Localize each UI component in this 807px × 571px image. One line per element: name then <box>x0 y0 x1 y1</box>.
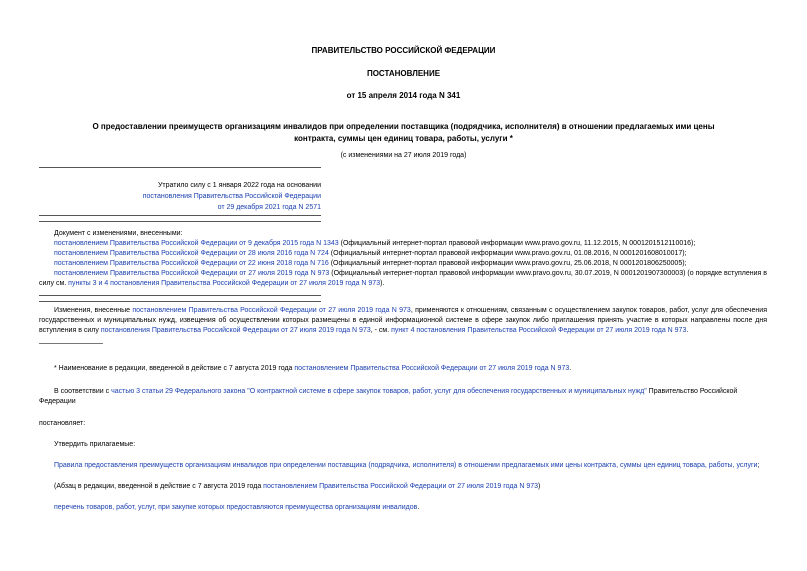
note-link[interactable]: постановлением Правительства Российской Федерации от 27 июля 2019 года N 973 <box>132 307 411 314</box>
amendment-item: постановлением Правительства Российской Федерации от 22 июня 2018 года N 716 (Официальный интернет-портал правовой информации www.pravo.gov.ru, 25.06.2018, N 0001201806250005); <box>54 260 687 267</box>
expired-link-1[interactable]: постановления Правительства Российской Федерации <box>142 193 321 200</box>
amendment-item: постановлением Правительства Российской Федерации от 9 декабря 2015 года N 1343 (Официальный интернет-портал правовой информации www.pravo.gov.ru, 11.12.2015, N 0001201512110016); <box>54 240 696 247</box>
divider <box>39 167 321 168</box>
revision-link[interactable]: постановлением Правительства Российской Федерации от 27 июля 2019 года N 973 <box>263 483 539 490</box>
note-link[interactable]: пункт 4 постановления Правительства Российской Федерации от 27 июля 2019 года N 973 <box>391 327 687 334</box>
amendments-intro: Документ с изменениями, внесенными: <box>54 230 183 237</box>
amendment-link[interactable]: постановлением Правительства Российской Федерации от 28 июля 2016 года N 724 <box>54 250 329 257</box>
applicability-note: Изменения, внесенные постановлением Правительства Российской Федерации от 27 июля 2019 года N 973, применяются к отношениям, связанным с осуществлением закупок товаров, работ, услуг для обеспечения государственных и муниципальных нужд, извещения об осуществлении которых размещены в единой информационной системе в сфере закупок либо приглашения принять участие в которых направлены после дня вступления в силу постановления Правительства Российской Федерации от 27 июля 2019 года N 973, - см. пункт 4 постановления Правительства Российской Федерации от 27 июля 2019 года N 973. <box>39 307 767 334</box>
goods-list-link[interactable]: перечень товаров, работ, услуг, при закупке которых предоставляются преимущества организациям инвалидов <box>54 504 418 511</box>
revision-note: (с изменениями на 27 июля 2019 года) <box>340 152 467 159</box>
resolves: постановляет: <box>39 420 86 427</box>
law-link[interactable]: частью 3 статьи 29 Федерального закона "О контрактной системе в сфере закупок товаров, работ, услуг для обеспечения государственных и муниципальных нужд" <box>111 388 647 395</box>
footnote-divider <box>39 343 103 344</box>
amendment-link[interactable]: пункты 3 и 4 постановления Правительства Российской Федерации от 27 июля 2019 года N 973 <box>68 280 381 287</box>
approve-intro: Утвердить прилагаемые: <box>54 441 136 448</box>
doc-title-line2: контракта, суммы цен единиц товара, работы, услуги * <box>294 134 513 143</box>
footnote-link[interactable]: постановлением Правительства Российской Федерации от 27 июля 2019 года N 973 <box>294 365 570 372</box>
list-item: перечень товаров, работ, услуг, при закупке которых предоставляются преимущества организациям инвалидов. <box>54 504 420 511</box>
doc-date-number: от 15 апреля 2014 года N 341 <box>346 91 461 100</box>
amendments-block <box>39 229 767 289</box>
divider <box>39 215 321 216</box>
amendment-item: постановлением Правительства Российской Федерации от 27 июля 2019 года N 973 (Официальный интернет-портал правовой информации www.pravo.gov.ru, 30.07.2019, N 0001201907300003) (о порядке вступления в силу см. пункты 3 и 4 постановления Правительства Российской Федерации от 27 июля 2019 года N 973). <box>39 270 767 287</box>
rules-item: Правила предоставления преимуществ организациям инвалидов при определении поставщика (подрядчика, исполнителя) в отношении предлагаемых ими цены контракта, суммы цен единиц товара, работы, услуги; <box>54 462 760 469</box>
preamble: В соответствии с частью 3 статьи 29 Федерального закона "О контрактной системе в сфере закупок товаров, работ, услуг для обеспечения государственных и муниципальных нужд" Правительство Российской Федерации <box>39 388 738 405</box>
paragraph-revision-note: (Абзац в редакции, введенной в действие с 7 августа 2019 года постановлением Правительства Российской Федерации от 27 июля 2019 года N 973) <box>54 483 541 490</box>
amendment-link[interactable]: постановлением Правительства Российской Федерации от 9 декабря 2015 года N 1343 <box>54 240 339 247</box>
expired-note <box>39 180 321 213</box>
org-title: ПРАВИТЕЛЬСТВО РОССИЙСКОЙ ФЕДЕРАЦИИ <box>311 46 496 55</box>
expired-link-2[interactable]: от 29 декабря 2021 года N 2571 <box>217 204 321 211</box>
note-link[interactable]: постановления Правительства Российской Федерации от 27 июля 2019 года N 973 <box>100 327 371 334</box>
rules-link[interactable]: Правила предоставления преимуществ организациям инвалидов при определении поставщика (подрядчика, исполнителя) в отношении предлагаемых ими цены контракта, суммы цен единиц товара, работы, услуги <box>54 462 758 469</box>
divider <box>39 295 321 296</box>
doc-type: ПОСТАНОВЛЕНИЕ <box>366 69 441 78</box>
amendment-item: постановлением Правительства Российской Федерации от 28 июля 2016 года N 724 (Официальный интернет-портал правовой информации www.pravo.gov.ru, 01.08.2016, N 0001201608010017); <box>54 250 687 257</box>
amendment-link[interactable]: постановлением Правительства Российской Федерации от 22 июня 2018 года N 716 <box>54 260 329 267</box>
doc-title-line1: О предоставлении преимуществ организациям инвалидов при определении поставщика (подрядчика, исполнителя) в отношении предлагаемых ими цены <box>92 122 715 131</box>
footnote: * Наименование в редакции, введенной в действие с 7 августа 2019 года постановлением Правительства Российской Федерации от 27 июля 2019 года N 973. <box>54 365 572 372</box>
divider <box>39 221 321 222</box>
divider <box>39 301 321 302</box>
amendment-link[interactable]: постановлением Правительства Российской Федерации от 27 июля 2019 года N 973 <box>54 270 330 277</box>
expired-text: Утратило силу с 1 января 2022 года на основании <box>157 182 321 189</box>
